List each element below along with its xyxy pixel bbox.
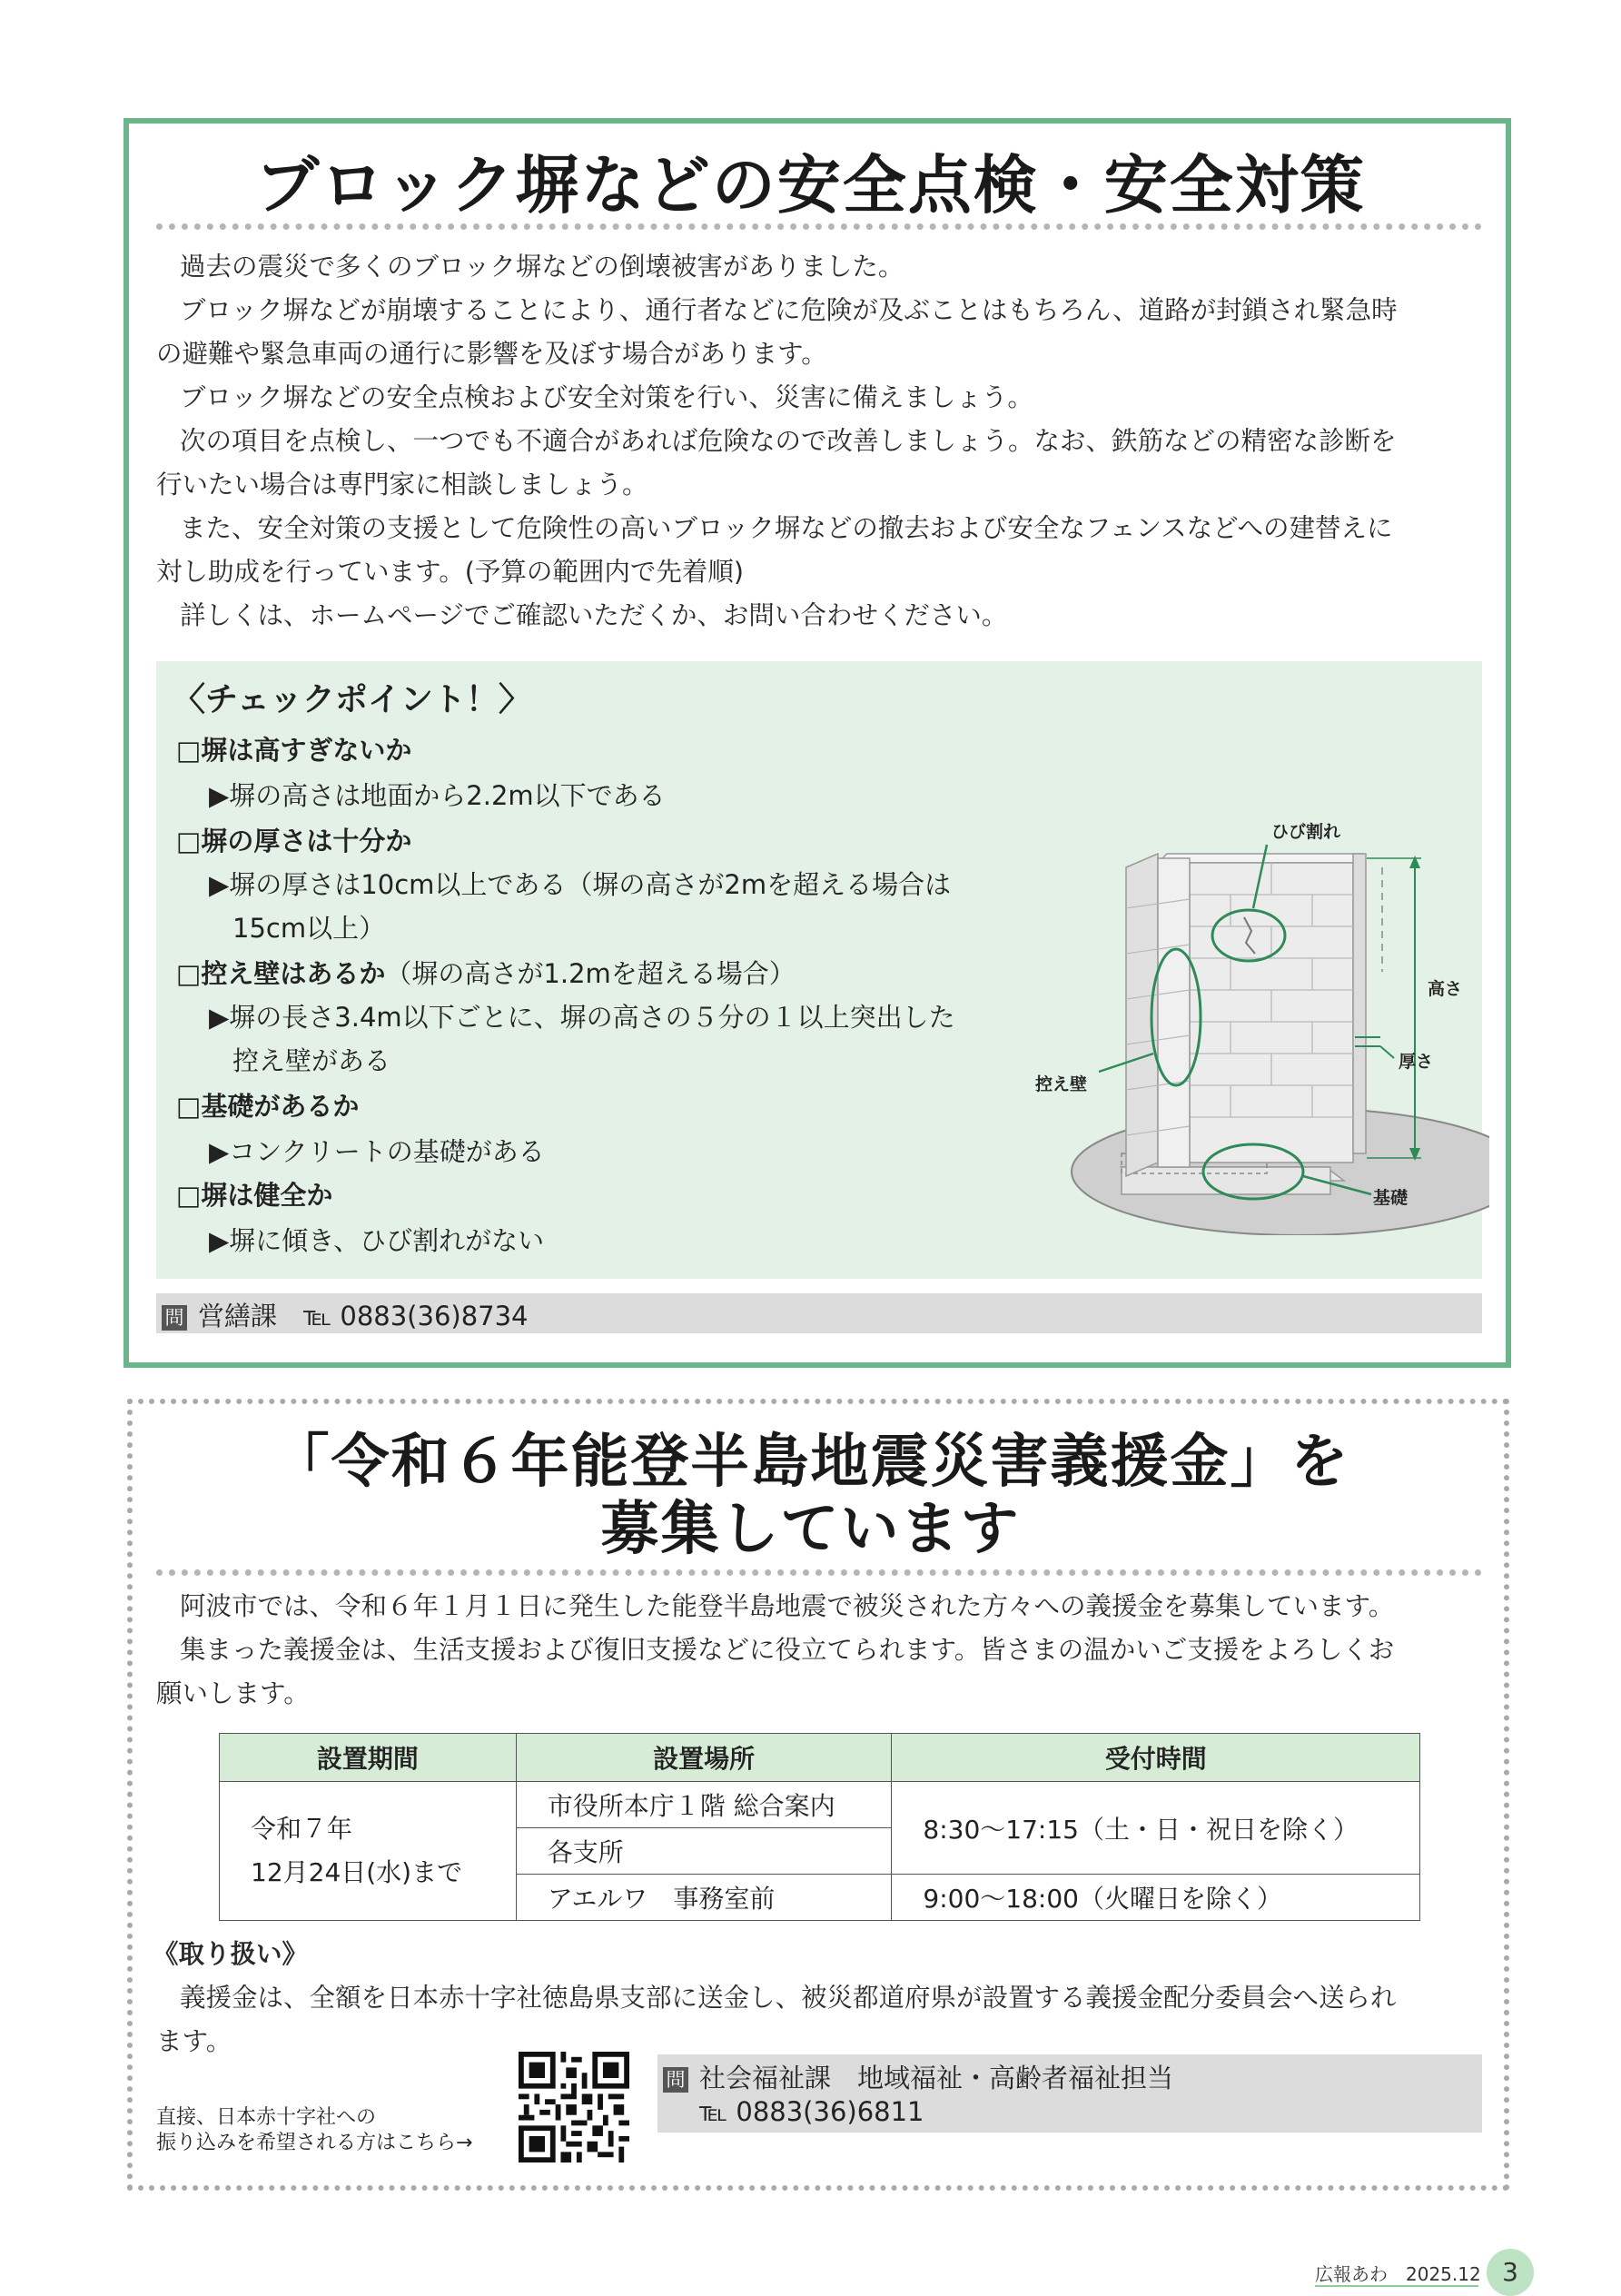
title-divider — [156, 223, 1482, 230]
checkpoint-question — [176, 821, 411, 858]
paragraph-line: また、安全対策の支援として危険性の高いブロック塀などの撤去および安全なフェンスなどへの建替えに — [180, 513, 1393, 543]
qr-note-line: 直接、日本赤十字社への — [156, 2106, 377, 2129]
block-wall-illustration — [1035, 808, 1489, 1235]
checkpoint-question — [176, 1175, 332, 1212]
table-row — [220, 1782, 1420, 1828]
checkpoint-answer: 控え壁がある — [232, 1045, 391, 1076]
column-header: 設置場所 — [516, 1734, 892, 1782]
paragraph-line: 阿波市では、令和６年１月１日に発生した能登半島地震で被災された方々への義援金を募集しています。 — [180, 1591, 1395, 1621]
question-note: （塀の高さが1.2mを超える場合） — [385, 958, 796, 989]
location-cell: アエルワ 事務室前 — [516, 1875, 892, 1921]
paragraph-line: ブロック塀などが崩壊することにより、通行者などに危険が及ぶことはもちろん、道路が封鎖され緊急時 — [180, 295, 1398, 325]
page-number: 3 — [1487, 2249, 1534, 2296]
label-thickness: 厚さ — [1399, 1052, 1434, 1072]
contact-text: 社会福祉課 地域福祉・高齢者福祉担当 — [699, 2063, 1174, 2093]
checkpoint-answer: ▶塀の高さは地面から2.2m以下である — [209, 780, 666, 811]
label-crack: ひび割れ — [1271, 822, 1341, 842]
title-divider — [156, 1569, 1482, 1576]
checkpoint-answer: ▶コンクリートの基礎がある — [209, 1136, 545, 1167]
checkpoint-answer: ▶塀の厚さは10cm以上である（塀の高さが2mを超える場合は — [209, 869, 952, 900]
paragraph-line: 行いたい場合は専門家に相談しましょう。 — [156, 470, 648, 500]
question-text: □控え壁はあるか — [176, 958, 386, 989]
paragraph-line: の避難や緊急車両の通行に影響を及ぼす場合があります。 — [156, 339, 827, 369]
time-cell: 8:30～17:15（土・日・祝日を除く） — [892, 1782, 1420, 1875]
checkpoint-question — [176, 954, 796, 991]
checkpoint-answer: ▶塀に傾き、ひび割れがない — [209, 1225, 545, 1256]
contact-info — [663, 2058, 1173, 2095]
period-line: 12月24日(水)まで — [251, 1857, 463, 1887]
question-text: □塀は健全か — [176, 1180, 333, 1211]
footer-rule — [1315, 2285, 1478, 2287]
paragraph-line: 集まった義援金は、生活支援および復旧支援などに役立てられます。皆さまの温かいご支援をよろしくお — [180, 1635, 1395, 1665]
contact-text: 営繕課 ℡ 0883(36)8734 — [198, 1301, 529, 1331]
label-foundation: 基礎 — [1373, 1188, 1408, 1208]
checkpoint-question — [176, 1086, 359, 1123]
checkpoint-answer: ▶塀の長さ3.4m以下ごとに、塀の高さの５分の１以上突出した — [209, 1002, 955, 1033]
paragraph-line: 次の項目を点検し、一つでも不適合があれば危険なので改善しましょう。なお、鉄筋などの精密な診断を — [180, 426, 1397, 456]
paragraph-line: 過去の震災で多くのブロック塀などの倒壊被害がありました。 — [180, 252, 904, 282]
paragraph-line: 詳しくは、ホームページでご確認いただくか、お問い合わせください。 — [180, 600, 1008, 630]
qr-note — [156, 2105, 472, 2156]
column-header: 設置期間 — [220, 1734, 517, 1782]
question-text: □塀は高すぎないか — [176, 735, 412, 766]
checkpoint-heading: 〈チェックポイント！〉 — [173, 681, 531, 718]
period-line: 令和７年 — [251, 1814, 353, 1844]
checkpoint-question — [176, 730, 411, 767]
inquiry-icon: 問 — [663, 2067, 688, 2093]
table-header-row — [220, 1734, 1420, 1782]
inquiry-icon: 問 — [162, 1305, 187, 1331]
question-text: □基礎があるか — [176, 1091, 360, 1122]
checkpoint-answer: 15cm以上） — [232, 913, 386, 944]
label-height: 高さ — [1428, 979, 1463, 999]
location-cell: 市役所本庁１階 総合案内 — [516, 1782, 892, 1828]
donation-box-table — [219, 1733, 1420, 1921]
qr-note-line: 振り込みを希望される方はこちら→ — [156, 2132, 473, 2154]
wall-safety-title: ブロック塀などの安全点検・安全対策 — [255, 148, 1366, 223]
contact-info — [162, 1296, 529, 1333]
paragraph-line: ブロック塀などの安全点検および安全対策を行い、災害に備えましょう。 — [180, 382, 1033, 412]
label-buttress: 控え壁 — [1035, 1074, 1088, 1094]
qr-code[interactable] — [519, 2052, 629, 2162]
paragraph-line: 義援金は、全額を日本赤十字社徳島県支部に送金し、被災都道府県が設置する義援金配分委員会へ送られ — [180, 1983, 1397, 2013]
handling-heading: 《取り扱い》 — [153, 1939, 309, 1969]
location-cell: 各支所 — [516, 1828, 892, 1875]
question-text: □塀の厚さは十分か — [176, 826, 412, 856]
donation-title-line1: 「令和６年能登半島地震災害義援金」を — [271, 1429, 1350, 1496]
column-header: 受付時間 — [892, 1734, 1420, 1782]
paragraph-line: 対し助成を行っています。(予算の範囲内で先着順) — [156, 557, 744, 587]
paragraph-line: ます。 — [156, 2026, 232, 2056]
donation-title-line2: 募集しています — [600, 1496, 1021, 1563]
time-cell: 9:00～18:00（火曜日を除く） — [892, 1875, 1420, 1921]
publication-info: 広報あわ 2025.12 — [1315, 2263, 1481, 2285]
contact-phone: ℡ 0883(36)6811 — [699, 2096, 924, 2127]
paragraph-line: 願いします。 — [156, 1678, 310, 1708]
period-cell — [220, 1782, 517, 1921]
